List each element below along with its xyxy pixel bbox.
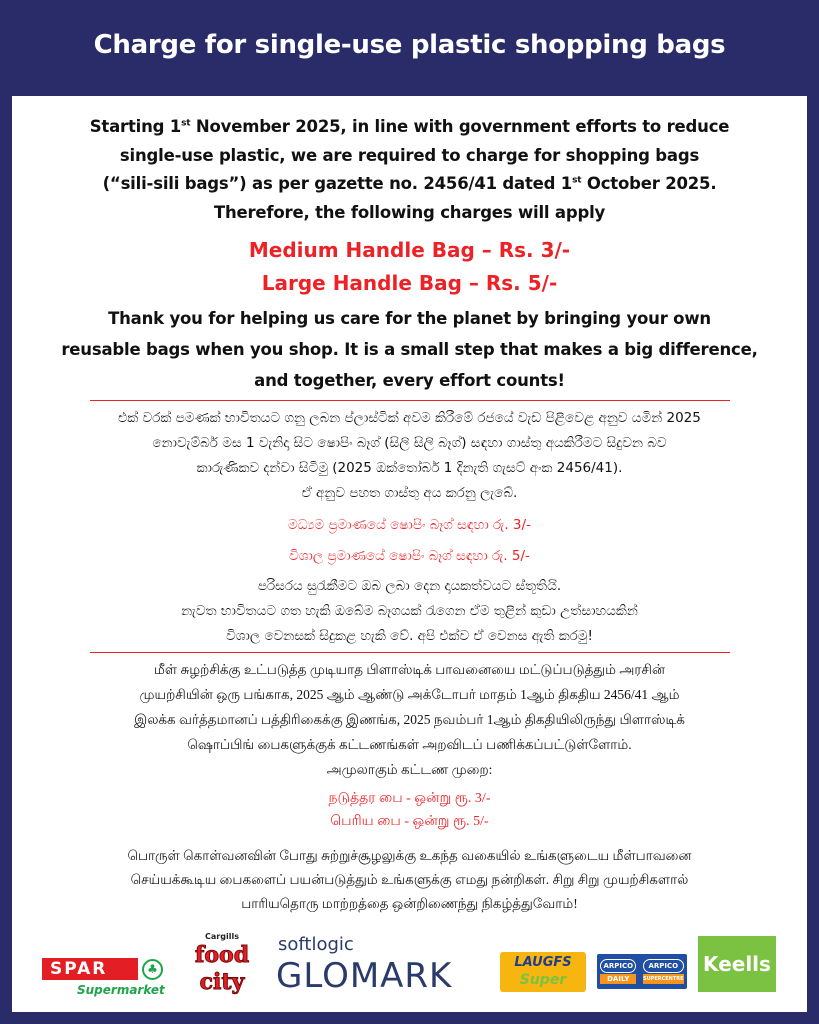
charge-large: பெரிய பை - ஒன்று ரூ. 5/- — [330, 814, 489, 829]
intro-line: அமுலாகும் கட்டண முறை: — [326, 762, 493, 777]
charge-large: Large Handle Bag – Rs. 5/- — [261, 271, 558, 295]
thanks-line: පරිසරය සුරැකීමට ඔබ ලබා දෙන දායකත්වයට ස්තූතියි. — [257, 578, 562, 594]
intro-line: කාරුණිකව දන්වා සිටිමු (2025 ඔක්තෝබර් 1 දිනැති ගැසට් අංක 2456/41). — [196, 460, 623, 476]
spar-logo: SPAR ♣ Supermarket — [42, 958, 166, 998]
sinhala-thanks — [12, 574, 807, 649]
thanks-line: பொருள் கொள்வனவின் போது சுற்றுச்சூழலுக்கு உகந்த வகையில் உங்களுடைய மீள்பாவனை — [127, 848, 692, 863]
intro-line: නොවැම්බර් මස 1 වැනිදා සිට ෂොපිං බෑග් (සිලි සිලි බෑග්) සඳහා ගාස්තු අයකිරීමට සිදුවන බව — [152, 435, 667, 451]
thanks-line: reusable bags when you shop. It is a small step that makes a big difference, — [61, 340, 758, 359]
thanks-line: විශාල වෙනසක් සිදුකළ හැකි වේ. අපි එක්ව ඒ වෙනස ඇති කරමු! — [226, 628, 593, 644]
tamil-charges — [12, 787, 807, 833]
intro-line: single-use plastic, we are required to charge for shopping bags — [119, 145, 700, 165]
intro-line: (“sili-sili bags”) as per gazette no. 2456/41 dated 1st October 2025. — [102, 174, 717, 193]
intro-line: மீள் சுழற்சிக்கு உட்படுத்த முடியாத பிளாஸ்டிக் பாவனையை மட்டுப்படுத்தும் அரசின் — [154, 662, 665, 677]
charge-large: විශාල ප්‍රමාණයේ ෂොපිං බෑග් සඳහා රු. 5/- — [289, 548, 530, 564]
retailer-logos — [12, 932, 807, 1002]
intro-line: එක් වරක් පමණක් භාවිතයට ගනු ලබන ප්ලාස්ටික් අවම කිරීමේ රජයේ වැඩ පිළිවෙළ අනුව යමින් 2025 — [118, 410, 701, 426]
tamil-intro — [12, 657, 807, 782]
thanks-line: නැවත භාවිතයට ගත හැකි ඔබේම බෑගයක් රැගෙන ඒම තුළින් කුඩා උත්සාහයකින් — [181, 603, 638, 619]
divider — [90, 400, 730, 401]
glomark-logo: softlogic GLOMARK — [276, 934, 453, 996]
intro-line: Therefore, the following charges will apply — [213, 202, 606, 222]
spar-tree-icon: ♣ — [142, 959, 163, 980]
english-intro — [12, 113, 807, 227]
intro-line: இலக்க வர்த்தமானப் பத்திரிகைக்கு இணங்க, 2025 நவம்பர் 1ஆம் திகதியிலிருந்து பிளாஸ்டிக் — [134, 712, 685, 727]
sinhala-charges — [12, 510, 807, 572]
english-charges — [12, 234, 807, 300]
foodcity-logo: Cargills food city — [194, 932, 250, 995]
sinhala-intro — [12, 406, 807, 506]
arpico-logo: ARPICO DAILY ARPICO SUPERCENTRE — [597, 954, 687, 989]
intro-line: முயற்சியின் ஒரு பங்காக, 2025 ஆம் ஆண்டு அக்டோபர் மாதம் 1ஆம் திகதிய 2456/41 ஆம் — [139, 687, 680, 702]
charge-medium: நடுத்தர பை - ஒன்று ரூ. 3/- — [328, 791, 491, 806]
charge-medium: Medium Handle Bag – Rs. 3/- — [248, 238, 571, 262]
intro-line: ඒ අනුව පහත ගාස්තු අය කරනු ලැබේ. — [301, 485, 518, 501]
divider — [90, 652, 730, 653]
thanks-line: and together, every effort counts! — [254, 371, 565, 390]
laugfs-logo: LAUGFS Super — [500, 952, 586, 992]
english-thanks — [12, 303, 807, 396]
thanks-line: செய்யக்கூடிய பைகளைப் பயன்படுத்தும் உங்களுக்கு எமது நன்றிகள். சிறு சிறு முயற்சிகளால் — [130, 872, 689, 887]
thanks-line: பாரியதொரு மாற்றத்தை ஒன்றிணைந்து நிகழ்த்துவோம்! — [241, 896, 578, 911]
thanks-line: Thank you for helping us care for the planet by bringing your own — [108, 309, 711, 328]
page-title: Charge for single-use plastic shopping bags — [93, 30, 726, 60]
intro-line: ஷொப்பிங் பைகளுக்குக் கட்டணங்கள் அறவிடப் பணிக்கப்பட்டுள்ளோம். — [187, 737, 632, 752]
tamil-thanks — [12, 844, 807, 916]
intro-line: Starting 1st November 2025, in line with government efforts to reduce — [89, 117, 730, 136]
charge-medium: මධ්‍යම ප්‍රමාණයේ ෂොපිං බෑග් සඳහා රු. 3/- — [288, 517, 531, 533]
keells-logo: Keells — [698, 936, 776, 992]
notice-panel — [12, 96, 807, 1012]
